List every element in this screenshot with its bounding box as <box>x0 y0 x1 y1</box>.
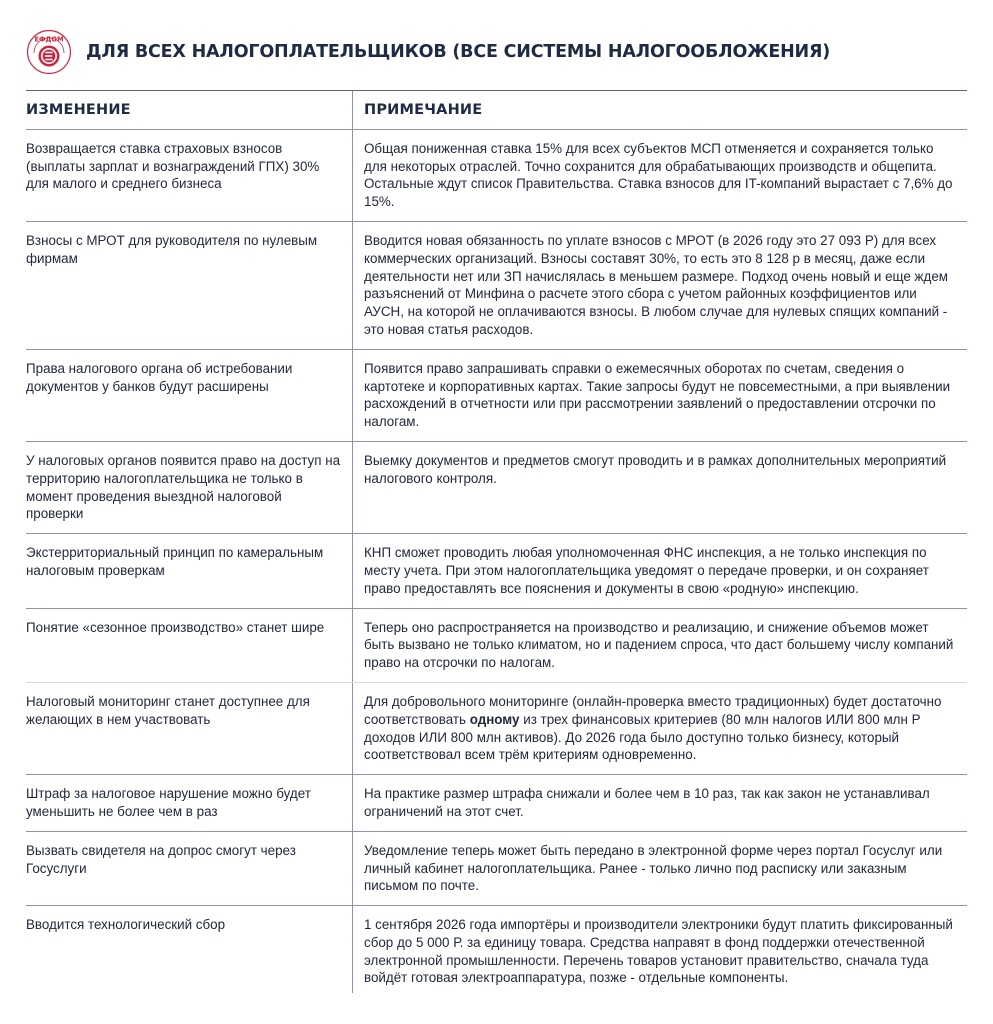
note-cell: Теперь оно распространяется на производство и реализацию, и снижение объемов может быть вызвано не только климатом, но и падением спроса, что даст большему числу компаний право на отсрочки по налогам. <box>364 619 954 671</box>
changes-table <box>26 90 967 993</box>
note-cell: На практике размер штрафа снижали и более чем в 10 раз, так как закон не устанавливал ограничений на этот счет. <box>364 786 930 819</box>
table-row <box>26 832 967 906</box>
column-header-change: ИЗМЕНЕНИЕ <box>26 91 353 129</box>
table-row <box>26 534 967 608</box>
svg-text:ЕФДОМ: ЕФДОМ <box>34 35 64 44</box>
note-cell: 1 сентября 2026 года импортёры и производители электроники будут платить фиксированный сбор до 5 000 Р. за единицу товара. Средства направят в фонд поддержки отечественной электронной промышленности. Перечень товаров установит правительство, сначала туда войдёт готовая электроаппаратура, позже - отдельные компоненты. <box>364 917 953 986</box>
change-cell: Вызвать свидетеля на допрос смогут через Госуслуги <box>26 832 353 905</box>
efdom-logo-icon <box>26 29 72 75</box>
change-cell: Права налогового органа об истребовании документов у банков будут расширены <box>26 350 353 441</box>
note-text-bold: одному <box>469 711 520 727</box>
table-row <box>26 906 967 993</box>
note-cell: Появится право запрашивать справки о ежемесячных оборотах по счетам, сведения о картотеке и корпоративных картах. Такие запросы будут не повсеместными, а при выявлении расхождений в отчетности или при рассмотрении заявлений о предоставлении отсрочки по налогам. <box>364 360 951 430</box>
change-cell: Понятие «сезонное производство» станет шире <box>26 609 353 682</box>
table-header-row <box>26 91 967 130</box>
change-cell: Налоговый мониторинг станет доступнее для желающих в нем участвовать <box>26 683 353 774</box>
page-title: ДЛЯ ВСЕХ НАЛОГОПЛАТЕЛЬЩИКОВ (ВСЕ СИСТЕМЫ НАЛОГООБЛОЖЕНИЯ) <box>86 42 831 62</box>
table-row <box>26 222 967 350</box>
column-header-note: ПРИМЕЧАНИЕ <box>364 102 483 118</box>
change-cell: У налоговых органов появится право на доступ на территорию налогоплательщика не только в момент проведения выездной налоговой проверки <box>26 442 353 533</box>
table-row <box>26 609 967 683</box>
change-cell: Взносы с МРОТ для руководителя по нулевым фирмам <box>26 222 353 349</box>
note-text-after: из трех финансовых критериев (80 млн налогов ИЛИ 800 млн Р доходов ИЛИ 800 млн активов). До 2026 года было доступно только бизнесу, который соответствовал всем трём критериям одновременно. <box>364 711 921 763</box>
note-cell: Вводится новая обязанность по уплате взносов с МРОТ (в 2026 году это 27 093 Р) для всех коммерческих организаций. Взносы составят 30%, то есть это 8 128 р в месяц, даже если деятельности нет или ЗП начислялась в меньшем размере. Подход очень новый и еще ждем разъяснений от Минфина о расчете этого сбора с учетом районных коэффициентов или АУСН, на которой не оплачиваются взносы. В любом случае для нулевых спящих компаний - это новая статья расходов. <box>364 232 948 337</box>
change-cell: Экстерриториальный принцип по камеральным налоговым проверкам <box>26 534 353 607</box>
note-text-before: Для добровольного мониторинге (онлайн-проверка вместо традиционных) будет достаточно соответствовать <box>364 693 942 727</box>
note-cell: Общая пониженная ставка 15% для всех субъектов МСП отменяется и сохраняется только для некоторых отраслей. Точно сохранится для обрабатывающих производств и общепита. Остальные ждут список Правительства. Ставка взносов для IT-компаний вырастает с 7,6% до 15%. <box>364 140 953 210</box>
change-cell: Вводится технологический сбор <box>26 906 353 993</box>
table-row <box>26 130 967 222</box>
change-cell: Штраф за налоговое нарушение можно будет уменьшить не более чем в раз <box>26 775 353 831</box>
table-row <box>26 442 967 534</box>
change-cell: Возвращается ставка страховых взносов (выплаты зарплат и вознаграждений ГПХ) 30% для малого и среднего бизнеса <box>26 130 353 221</box>
page-header <box>26 28 830 76</box>
table-row <box>26 775 967 832</box>
table-row <box>26 683 967 775</box>
table-row <box>26 350 967 442</box>
note-cell <box>353 683 967 774</box>
note-cell: Уведомление теперь может быть передано в электронной форме через портал Госуслуг или личный кабинет налогоплательщика. Ранее - только лично под расписку или заказным письмом по почте. <box>364 842 943 894</box>
note-cell: КНП сможет проводить любая уполномоченная ФНС инспекция, а не только инспекция по месту учета. При этом налогоплательщика уведомят о передаче проверки, и он сохраняет право предоставлять все пояснения и документы в свою «родную» инспекцию. <box>364 545 929 596</box>
note-cell: Выемку документов и предметов смогут проводить и в рамках дополнительных мероприятий налогового контроля. <box>364 452 947 486</box>
